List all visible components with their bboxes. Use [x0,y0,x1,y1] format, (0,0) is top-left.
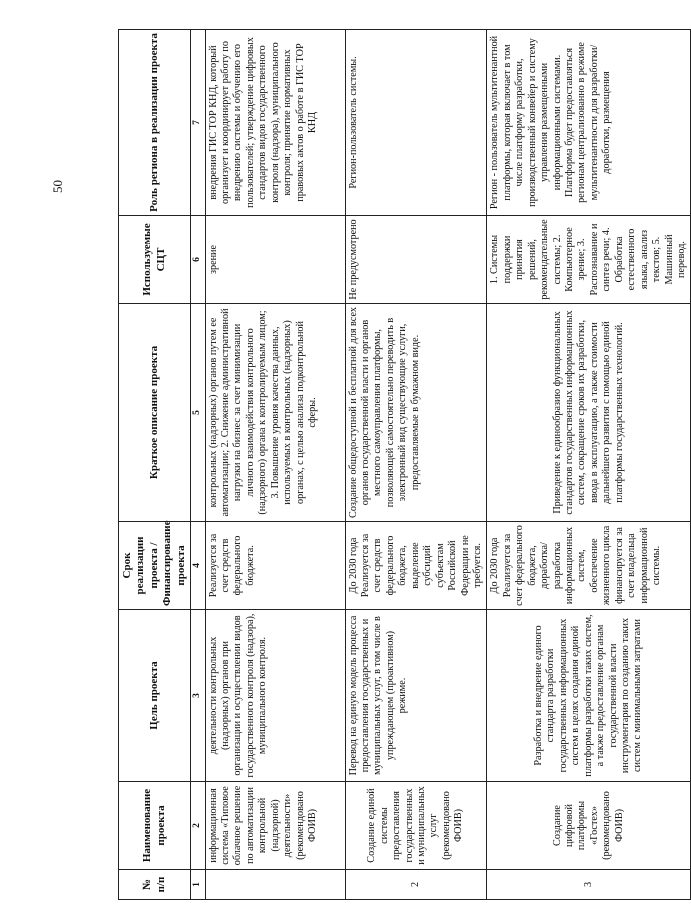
cell-tech: зрение [205,216,345,304]
col-index: 6 [191,216,206,304]
header-row [119,30,191,900]
cell-desc: контрольных (надзорных) органов путем ее автоматизации; 2. Снижение административной нагрузки на бизнес за счет минимизации личного взаимодействия контрольного (надзорного) органа к контролируемым лицом; 3. Повышение уровня качества данных, используемых в контрольных (надзорных) органах, с целью анализа подконтрольной сферы. [205,304,345,522]
col-index: 5 [191,304,206,522]
header-goal: Цель проекта [119,610,191,782]
table-row [345,30,487,900]
rotated-table-container [118,30,687,900]
cell-role: Регион - пользователь мультитенантной платформы, которая включает в том числе платформу разработки, производственный конвейер и систему управления размещенными информационными системами. Платформа будет предоставляться регионам централизованно в режиме мультитенантности для разработки/доработки, размещения [487,30,691,216]
cell-tech: Не предусмотрено [345,216,487,304]
column-index-row [191,30,206,900]
cell-goal: деятельности контрольных (надзорных) органов при организации и осуществлении видов государственного контроля (надзора), муниципального контроля. [205,610,345,782]
header-tech: Используемые СЦТ [119,216,191,304]
col-index: 4 [191,522,206,610]
header-desc: Краткое описание проекта [119,304,191,522]
col-index: 1 [191,870,206,900]
col-index: 3 [191,610,206,782]
col-index: 2 [191,782,206,870]
page-number: 50 [50,180,65,193]
cell-name: Создание цифровой платформы «Гостех» (рекомендовано ФОИВ) [487,782,691,870]
cell-num [205,870,345,900]
header-name: Наименование проекта [119,782,191,870]
cell-goal: Разработка и внедрение единого стандарта разработки государственных информационных систем в целях создания единой платформы разработки таких систем, а также предоставление органам государственной власти инструментария по созданию таких систем с минимальными затратами [487,610,691,782]
cell-name: Создание единой системы предоставления государственных и муниципальных услуг (рекомендовано ФОИВ) [345,782,487,870]
cell-term: До 2030 года Реализуется за счет средств федерального бюджета, выделение субсидий субъектам Российской Федерации не требуется. [345,522,487,610]
header-num: № п/п [119,870,191,900]
cell-num: 3 [487,870,691,900]
cell-desc: Создание общедоступной и бесплатной для всех органов государственной власти и органов местного самоуправления платформы, позволяющей самостоятельно переводить в электронный вид существующие услуги, предоставляемые в бумажном виде. [345,304,487,522]
cell-num: 2 [345,870,487,900]
table-row [205,30,345,900]
cell-term: До 2030 года Реализуется за счет федерального бюджета, доработка/разработка информационных систем, обеспечение жизненного цикла финансируется за счет владельца информационной системы. [487,522,691,610]
header-term: Срок реализации проекта / Финансирование проекта [119,522,191,610]
projects-table [118,29,691,900]
cell-desc: Приведение к единообразию функциональных стандартов государственных информационных систем, сокращение сроков их разработки, ввода в эксплуатацию, а также стоимости дальнейшего развития с помощью единой платформы государственных технологий. [487,304,691,522]
cell-name: информационная система «Типовое облачное решение по автоматизации контрольной (надзорной) деятельности» (рекомендовано ФОИВ) [205,782,345,870]
table-row [487,30,691,900]
cell-term: Реализуется за счет средств федерального бюджета. [205,522,345,610]
cell-role: внедрения ГИС ТОР КНД, который организует и координирует работу по внедрению системы и обучению его пользователей; утверждение цифровых стандартов видов государственного контроля (надзора), муниципального контроля; принятие нормативных правовых актов о работе в ГИС ТОР КНД [205,30,345,216]
cell-role: Регион-пользователь системы. [345,30,487,216]
cell-tech: 1. Системы поддержки принятия решений, рекомендательные системы; 2. Компьютерное зрение; 3. Распознавание и синтез речи; 4. Обработка естественного языка, анализ текстов; 5. Машинный перевод. [487,216,691,304]
cell-goal: Перевод на единую модель процесса предоставления государственных и муниципальных услуг, в том числе в упреждающем (проактивном) режиме. [345,610,487,782]
header-role: Роль региона в реализации проекта [119,30,191,216]
col-index: 7 [191,30,206,216]
